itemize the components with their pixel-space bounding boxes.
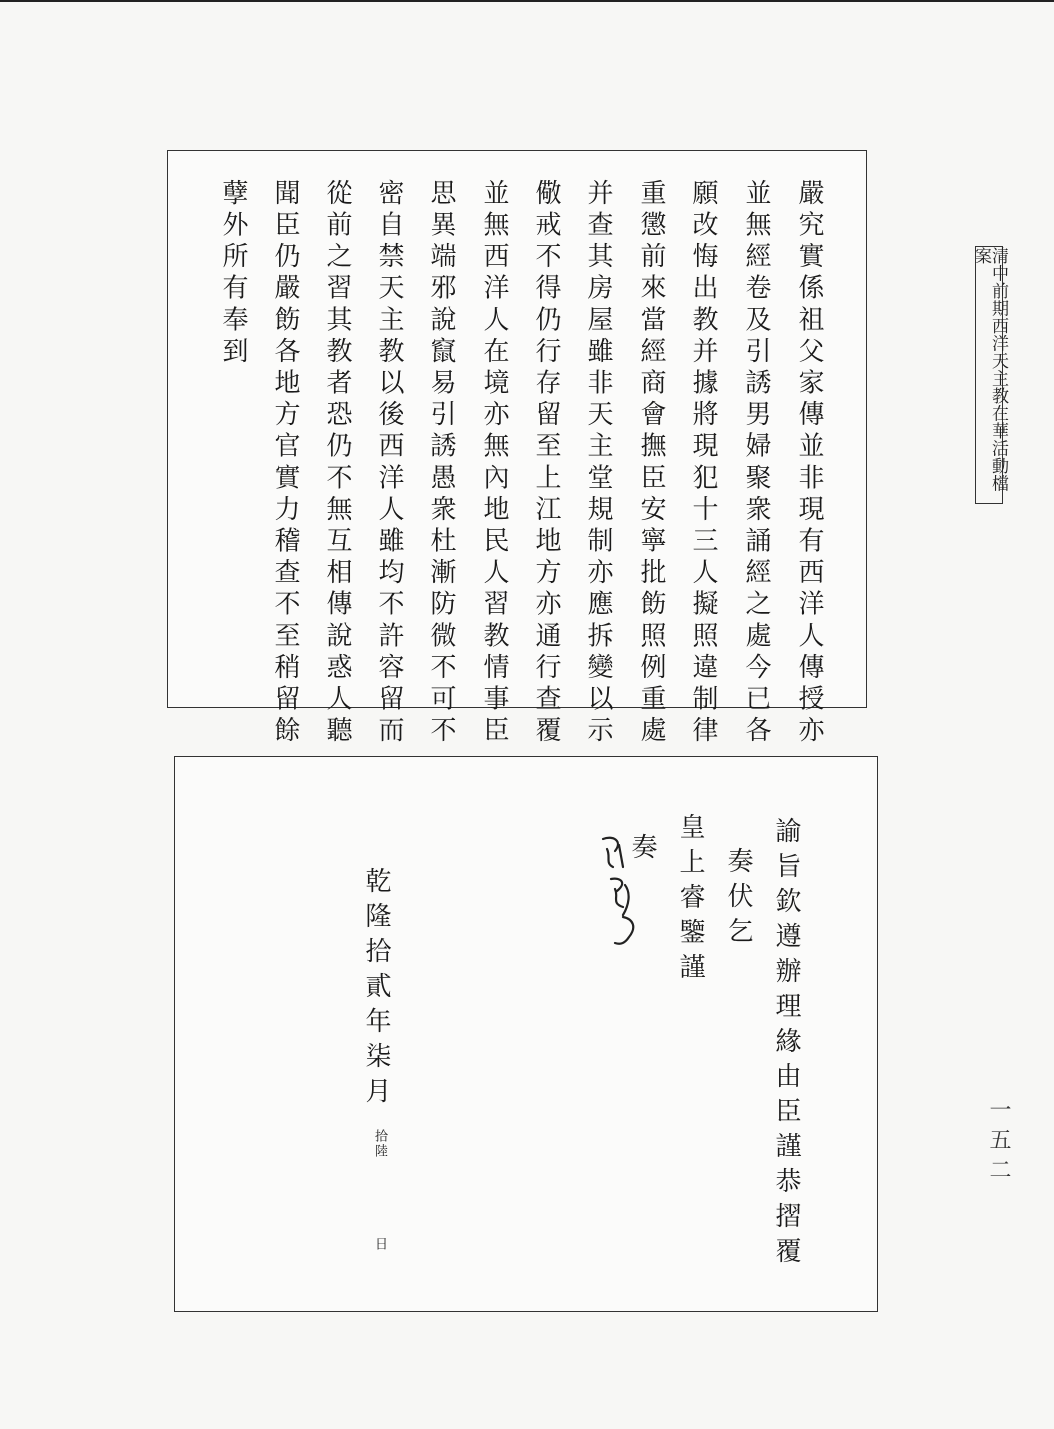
text-column-4: 重懲前來當經商會撫臣安寧批飭照例重處 [636, 179, 666, 748]
closing-panel [174, 756, 878, 1312]
text-column-7: 並無西洋人在境亦無內地民人習教情事臣 [479, 179, 509, 748]
text-column-3: 願改悔出教并據將現犯十三人擬照違制律 [688, 179, 718, 748]
date-day-character: 日 [372, 1237, 387, 1252]
text-column-9: 密自禁天主教以後西洋人雖均不許容留而 [374, 179, 404, 748]
text-column-10: 從前之習其教者恐仍不無互相傳說惑人聽 [322, 179, 352, 748]
text-column-8: 思異端邪說竄易引誘愚衆杜漸防微不可不 [426, 179, 456, 748]
text-column-12: 孽外所有奉到 [218, 179, 248, 369]
imperial-rescript-signature [593, 827, 657, 957]
text-column-6: 儆戒不得仍行存留至上江地方亦通行查覆 [531, 179, 561, 748]
memorial-text-panel [167, 150, 867, 748]
closing-column-4: 奏 [627, 833, 657, 868]
closing-column-3: 皇上睿鑒謹 [675, 813, 705, 988]
closing-column-2: 奏伏乞 [723, 847, 753, 952]
date-day-number: 拾陸 [372, 1129, 387, 1159]
series-title-box [971, 246, 1008, 504]
date-line: 乾隆拾貳年柒月 [361, 867, 391, 1112]
text-column-2: 並無經卷及引誘男婦聚衆誦經之處今已各 [741, 179, 771, 748]
text-column-5: 并查其房屋雖非天主堂規制亦應拆變以示 [583, 179, 613, 748]
series-title: 清中前期西洋天主教在華活動檔案 [971, 247, 1008, 492]
top-border-line [0, 0, 1054, 2]
handwritten-rescript-graphic [593, 827, 657, 957]
text-column-1: 嚴究實係祖父家傳並非現有西洋人傳授亦 [794, 179, 824, 748]
closing-column-1: 諭旨欽遵辦理緣由臣謹恭摺覆 [771, 817, 801, 1272]
text-column-11: 聞臣仍嚴飭各地方官實力稽查不至稍留餘 [270, 179, 300, 748]
page-number: 一五二 [986, 1098, 1011, 1188]
